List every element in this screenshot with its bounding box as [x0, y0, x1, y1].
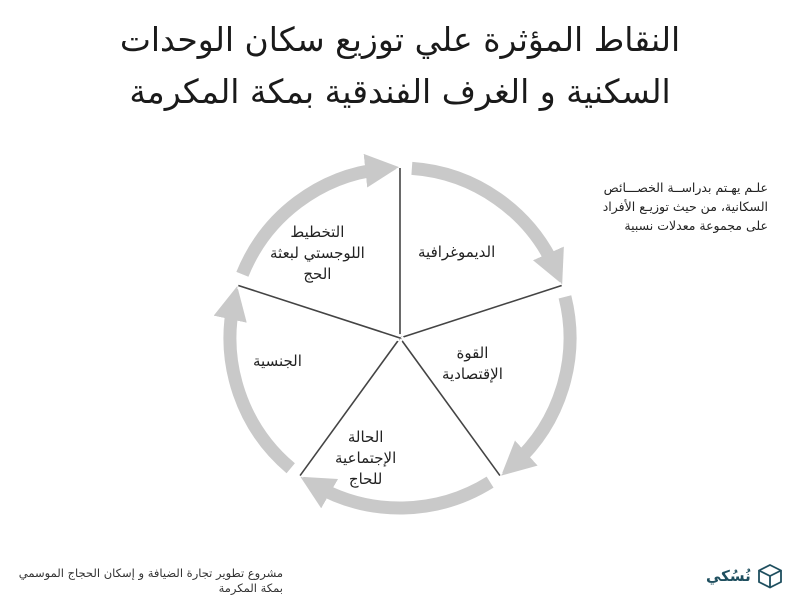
title-line-1: النقاط المؤثرة علي توزيع سكان الوحدات	[119, 20, 681, 59]
cycle-divider-line	[238, 285, 400, 338]
footer-line-1: مشروع تطوير تجارة الضيافة و إسكان الحجاج الموسمي	[18, 566, 283, 580]
segment-label-line: الإجتماعية	[335, 449, 397, 467]
segment-label-line: اللوجستي لبعثة	[270, 244, 365, 262]
segment-label-nationality	[253, 351, 302, 372]
segment-label-social	[335, 427, 396, 490]
cycle-arrow-segment	[230, 303, 291, 469]
cycle-divider-line	[400, 285, 562, 338]
segment-label-line: للحاج	[348, 470, 383, 488]
segment-label-line: الجنسية	[253, 352, 302, 370]
note-line-1: علـم يهـتم بدراســة الخصـــائص	[603, 180, 768, 195]
demography-note	[558, 178, 768, 235]
segment-label-demographic	[418, 242, 495, 263]
segment-label-line: الحالة	[347, 428, 384, 446]
segment-label-line: الحج	[303, 265, 332, 283]
title-line-2: السكنية و الغرف الفندقية بمكة المكرمة	[129, 72, 671, 111]
project-footer	[18, 566, 283, 596]
segment-label-hajj-planning	[270, 222, 365, 285]
segment-label-line: الديموغرافية	[418, 243, 496, 261]
cycle-arrow-segment	[514, 297, 570, 464]
brand-name: نُسُكي	[706, 567, 751, 585]
segment-label-economic	[442, 343, 503, 385]
note-line-3: على مجموعة معدلات نسبية	[624, 218, 768, 233]
brand-logo	[706, 563, 783, 589]
segment-label-line: القوة	[456, 344, 489, 362]
note-line-2: السكانية، من حيث توزيـع الأفراد	[602, 199, 768, 214]
segment-label-line: الإقتصادية	[442, 365, 503, 383]
footer-line-2: بمكة المكرمة	[218, 581, 283, 595]
segment-label-line: التخطيط	[290, 223, 345, 241]
box-icon	[757, 563, 783, 589]
